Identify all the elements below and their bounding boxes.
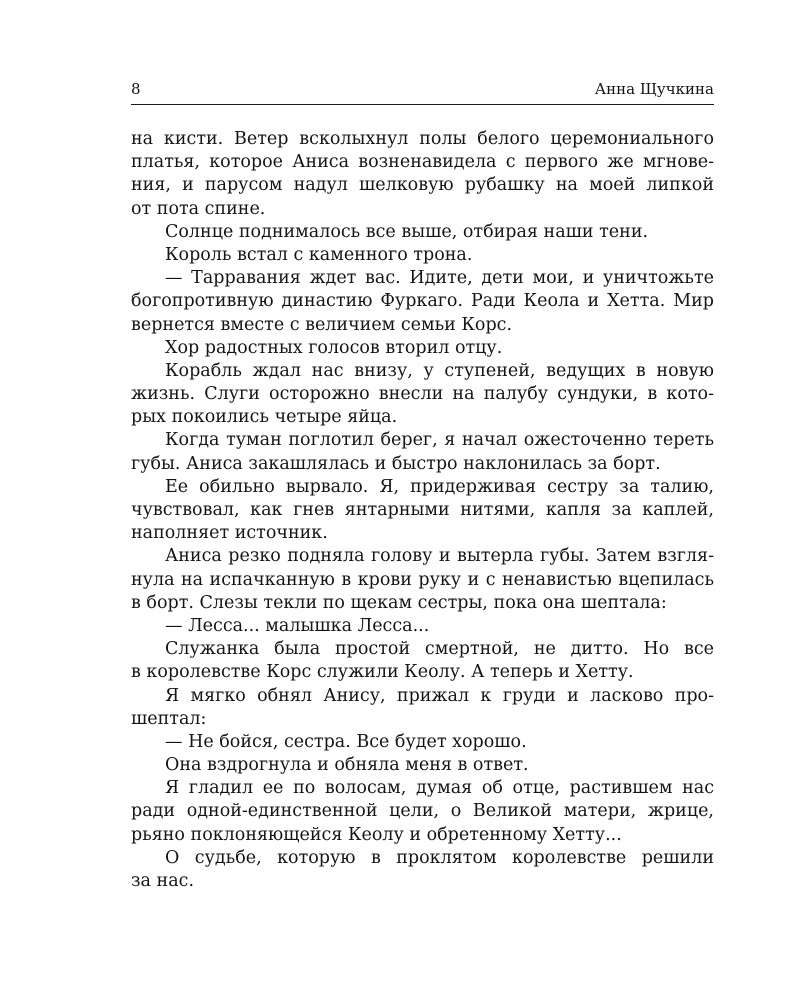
text-line: жизнь. Слуги осторожно внесли на палубу сундуки, в кото- [131, 384, 714, 405]
text-line: платья, которое Аниса возненавидела с первого же мгнове- [131, 152, 714, 173]
text-line: ради одной-единственной цели, о Великой матери, жрице, [131, 801, 714, 822]
text-line: Аниса резко подняла голову и вытерла губы. Затем взгля- [165, 546, 714, 567]
text-line: Корабль ждал нас внизу, у ступеней, ведущих в новую [165, 360, 714, 381]
body-text [131, 128, 714, 893]
text-line: в борт. Слезы текли по щекам сестры, пока она шептала: [131, 592, 667, 613]
running-head-author: Анна Щучкина [594, 80, 714, 98]
text-line: Я мягко обнял Анису, прижал к груди и ласково про- [165, 685, 714, 706]
text-line: Когда туман поглотил берег, я начал ожесточенно тереть [165, 430, 714, 451]
text-line: Хор радостных голосов вторил отцу. [165, 337, 503, 358]
text-line: — Тарравания ждет вас. Идите, дети мои, и уничтожьте [165, 268, 714, 289]
page-number: 8 [131, 80, 141, 98]
text-line: от пота спине. [131, 198, 266, 219]
text-line: рых покоились четыре яйца. [131, 407, 398, 428]
text-line: Служанка была простой смертной, не дитто. Но все [165, 639, 714, 660]
text-line: чувствовал, как гнев янтарными нитями, капля за каплей, [131, 500, 714, 520]
text-line: губы. Аниса закашлялась и быстро наклонилась за борт. [131, 453, 661, 474]
text-line: Ее обильно вырвало. Я, придерживая сестру за талию, [165, 476, 714, 497]
text-line: О судьбе, которую в проклятом королевстве решили [165, 847, 714, 868]
text-line: наполняет источник. [131, 523, 328, 544]
text-line: рьяно поклоняющейся Кеолу и обретенному Хетту... [131, 824, 622, 845]
text-line: — Не бойся, сестра. Все будет хорошо. [165, 731, 527, 752]
header-rule [131, 104, 714, 105]
text-line: Король встал с каменного трона. [165, 244, 473, 265]
text-line: шептал: [131, 708, 207, 729]
text-line: Я гладил ее по волосам, думая об отце, растившем нас [165, 778, 714, 799]
page-header [131, 80, 714, 102]
text-line: — Лесса... малышка Лесса... [165, 615, 430, 636]
text-line: Она вздрогнула и обняла меня в ответ. [165, 755, 529, 776]
text-line: нула на испачканную в крови руку и с ненавистью вцепилась [131, 569, 714, 590]
text-line: за нас. [131, 871, 195, 891]
text-line: вернется вместе с величием семьи Корс. [131, 314, 513, 335]
text-line: в королевстве Корс служили Кеолу. А теперь и Хетту. [131, 662, 634, 683]
text-line: ния, и парусом надул шелковую рубашку на моей липкой [131, 175, 714, 196]
text-line: Солнце поднималось все выше, отбирая наши тени. [165, 221, 649, 242]
text-line: богопротивную династию Фуркаго. Ради Кеола и Хетта. Мир [131, 291, 714, 312]
text-line: на кисти. Ветер всколыхнул полы белого церемониального [131, 129, 714, 149]
